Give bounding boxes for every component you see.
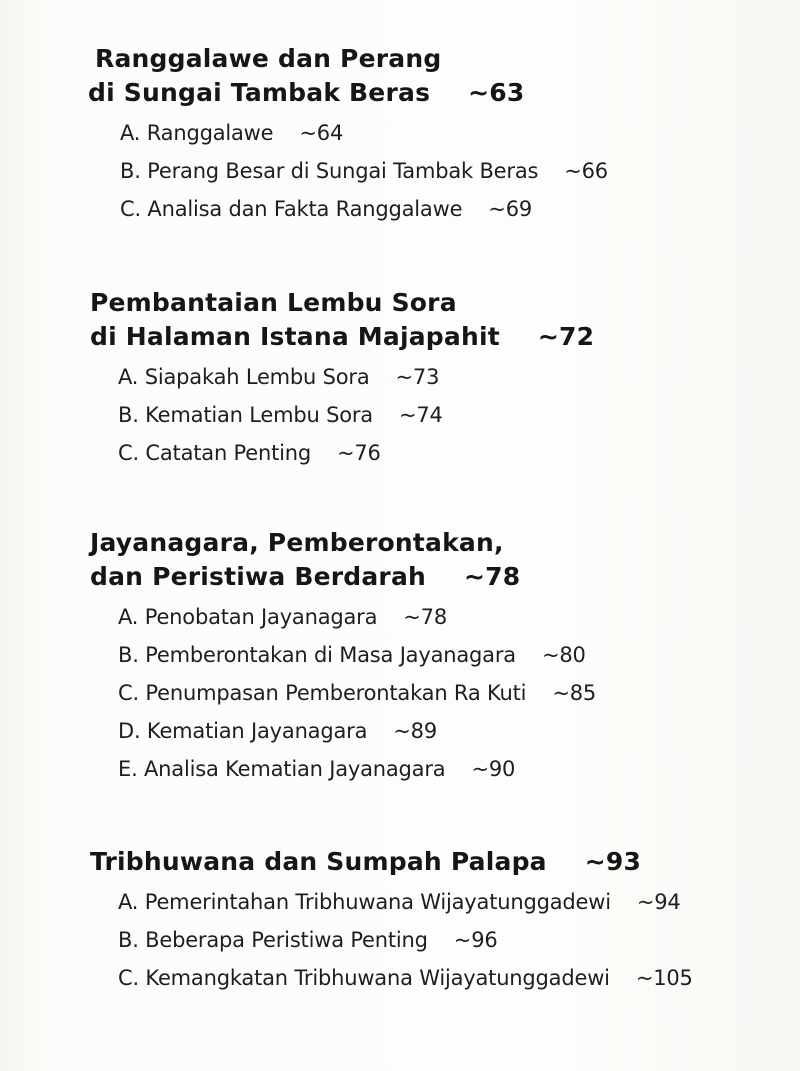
chapter-title-line: di Halaman Istana Majapahit (90, 322, 500, 351)
chapter-title (0, 42, 800, 110)
chapter-title-line: dan Peristiwa Berdarah (90, 562, 427, 591)
section-label: E. Analisa Kematian Jayanagara (118, 757, 446, 781)
section-item (120, 114, 800, 152)
section-label: C. Penumpasan Pemberontakan Ra Kuti (118, 681, 527, 705)
section-item (118, 921, 800, 959)
section-label: C. Catatan Penting (118, 441, 311, 465)
toc-chapter (0, 526, 800, 788)
chapter-title-line: di Sungai Tambak Beras (88, 78, 431, 107)
chapter-title-line: Ranggalawe dan Perang (95, 44, 442, 73)
section-item (118, 598, 800, 636)
section-page-number: ~76 (337, 441, 381, 465)
section-page-number: ~96 (453, 928, 498, 952)
section-item (118, 396, 800, 434)
section-label: D. Kematian Jayanagara (118, 719, 368, 743)
section-list (0, 883, 800, 997)
chapter-page-number: ~78 (464, 562, 521, 591)
section-item (118, 674, 800, 712)
chapter-title (0, 526, 800, 594)
toc-chapter (0, 286, 800, 472)
section-page-number: ~105 (635, 966, 693, 990)
section-page-number: ~74 (398, 403, 443, 427)
section-item (118, 883, 800, 921)
section-list (0, 358, 800, 472)
section-page-number: ~89 (393, 719, 437, 743)
section-label: B. Beberapa Peristiwa Penting (118, 928, 428, 952)
section-item (118, 358, 800, 396)
section-list (0, 114, 800, 228)
section-item (118, 712, 800, 750)
section-item (120, 190, 800, 228)
section-label: A. Penobatan Jayanagara (118, 605, 378, 629)
chapter-title (0, 286, 800, 354)
section-label: B. Perang Besar di Sungai Tambak Beras (120, 159, 539, 183)
section-label: A. Pemerintahan Tribhuwana Wijayatunggadewi (118, 890, 611, 914)
section-item (118, 434, 800, 472)
section-item (118, 750, 800, 788)
chapter-page-number: ~93 (584, 847, 642, 876)
section-item (118, 959, 800, 997)
section-item (118, 636, 800, 674)
section-page-number: ~90 (471, 757, 516, 781)
section-label: B. Pemberontakan di Masa Jayanagara (118, 643, 516, 667)
section-page-number: ~94 (636, 890, 681, 914)
section-page-number: ~73 (395, 365, 440, 389)
toc-chapter (0, 845, 800, 997)
section-label: C. Analisa dan Fakta Ranggalawe (120, 197, 463, 221)
chapter-title-line: Tribhuwana dan Sumpah Palapa (90, 847, 547, 876)
section-page-number: ~66 (564, 159, 608, 183)
section-label: B. Kematian Lembu Sora (118, 403, 373, 427)
chapter-title-line: Pembantaian Lembu Sora (90, 288, 457, 317)
section-item (120, 152, 800, 190)
chapter-title-line: Jayanagara, Pemberontakan, (90, 528, 504, 557)
chapter-page-number: ~72 (537, 322, 595, 351)
toc-chapter (0, 42, 800, 228)
section-page-number: ~78 (403, 605, 447, 629)
section-list (0, 598, 800, 788)
section-label: A. Siapakah Lembu Sora (118, 365, 370, 389)
section-label: C. Kemangkatan Tribhuwana Wijayatunggadewi (118, 966, 610, 990)
section-page-number: ~69 (488, 197, 533, 221)
section-page-number: ~85 (552, 681, 597, 705)
section-page-number: ~64 (299, 121, 344, 145)
chapter-title (0, 845, 800, 879)
section-label: A. Ranggalawe (120, 121, 274, 145)
chapter-page-number: ~63 (468, 78, 525, 107)
section-page-number: ~80 (541, 643, 586, 667)
